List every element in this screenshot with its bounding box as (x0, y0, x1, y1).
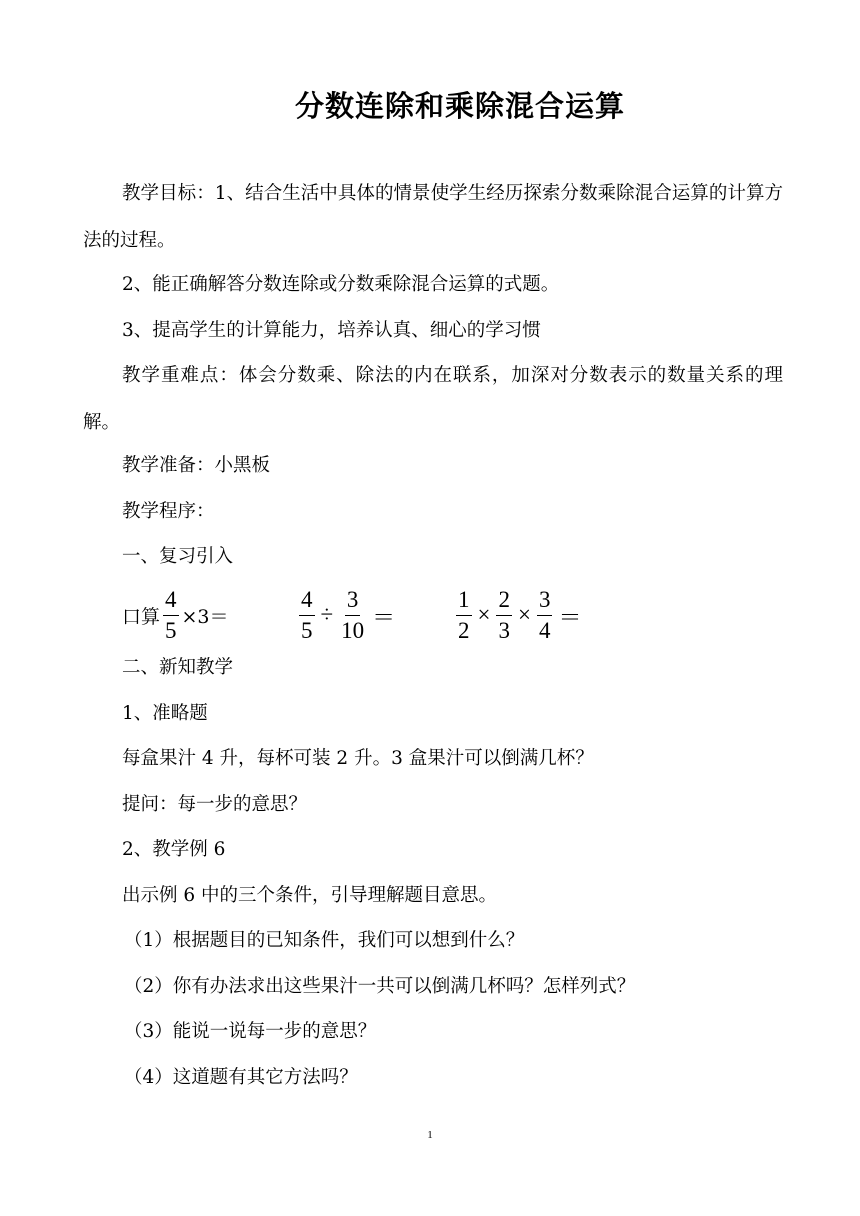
question-text: 提问：每一步的意思？ (122, 794, 308, 815)
question-3: （3）能说一说每一步的意思？ (124, 1021, 377, 1042)
multiply-operator: × (517, 602, 531, 627)
fraction-numerator: 4 (163, 587, 179, 616)
fraction (163, 587, 179, 644)
multiply-operator: × (477, 602, 491, 627)
fraction (339, 587, 366, 644)
fraction-numerator: 1 (456, 587, 472, 616)
goal-2-line: 2、能正确解答分数连除或分数乘除混合运算的式题。 (122, 274, 560, 295)
fraction (299, 587, 315, 644)
preparation-line: 教学准备：小黑板 (122, 455, 271, 476)
goal-3-line: 3、提高学生的计算能力，培养认真、细心的学习惯 (122, 320, 541, 341)
document-title: 分数连除和乘除混合运算 (294, 89, 625, 123)
equals-sign: ＝ (558, 604, 582, 630)
equals-sign: ＝ (372, 604, 396, 630)
expr-1-tail: ×3＝ (181, 605, 229, 628)
fraction-denominator: 5 (165, 617, 177, 643)
question-2: （2）你有办法求出这些果汁一共可以倒满几杯吗？怎样列式？ (124, 976, 636, 997)
fraction-numerator: 3 (537, 587, 553, 616)
section-1-heading: 一、复习引入 (122, 546, 234, 567)
fraction (537, 587, 553, 644)
problem-text: 每盒果汁 4 升，每杯可装 2 升。3 盒果汁可以倒满几杯？ (122, 748, 594, 769)
fraction (496, 587, 512, 644)
fraction (456, 587, 472, 644)
fraction-numerator: 2 (496, 587, 512, 616)
example-intro: 出示例 6 中的三个条件，引导理解题目意思。 (122, 885, 498, 906)
item-2-heading: 2、教学例 6 (122, 839, 226, 860)
teaching-goals-paragraph: 教学目标：1、结合生活中具体的情景使学生经历探索分数乘除混合运算的计算方法的过程。 (83, 183, 783, 251)
fraction-numerator: 3 (345, 587, 361, 616)
section-2-heading: 二、新知教学 (122, 657, 234, 678)
fraction-denominator: 4 (538, 617, 551, 643)
oral-calc-expr-2 (296, 585, 398, 645)
procedure-line: 教学程序： (122, 501, 215, 522)
fraction-denominator: 5 (301, 617, 313, 643)
fraction-numerator: 4 (299, 587, 315, 616)
question-1: （1）根据题目的已知条件，我们可以想到什么？ (124, 930, 525, 951)
oral-calc-label: 口算 (122, 605, 161, 628)
fraction-denominator: 3 (498, 617, 510, 643)
oral-calc-expr-3 (453, 585, 584, 645)
page-number: 1 (427, 1129, 433, 1141)
question-4: （4）这道题有其它方法吗？ (124, 1067, 358, 1088)
oral-calc-expr-1 (122, 585, 229, 645)
divide-operator: ÷ (320, 602, 334, 627)
difficulty-paragraph: 教学重难点：体会分数乘、除法的内在联系，加深对分数表示的数量关系的理解。 (83, 365, 783, 433)
item-1-heading: 1、准略题 (122, 703, 208, 724)
fraction-denominator: 10 (341, 617, 365, 643)
fraction-denominator: 2 (458, 617, 470, 643)
